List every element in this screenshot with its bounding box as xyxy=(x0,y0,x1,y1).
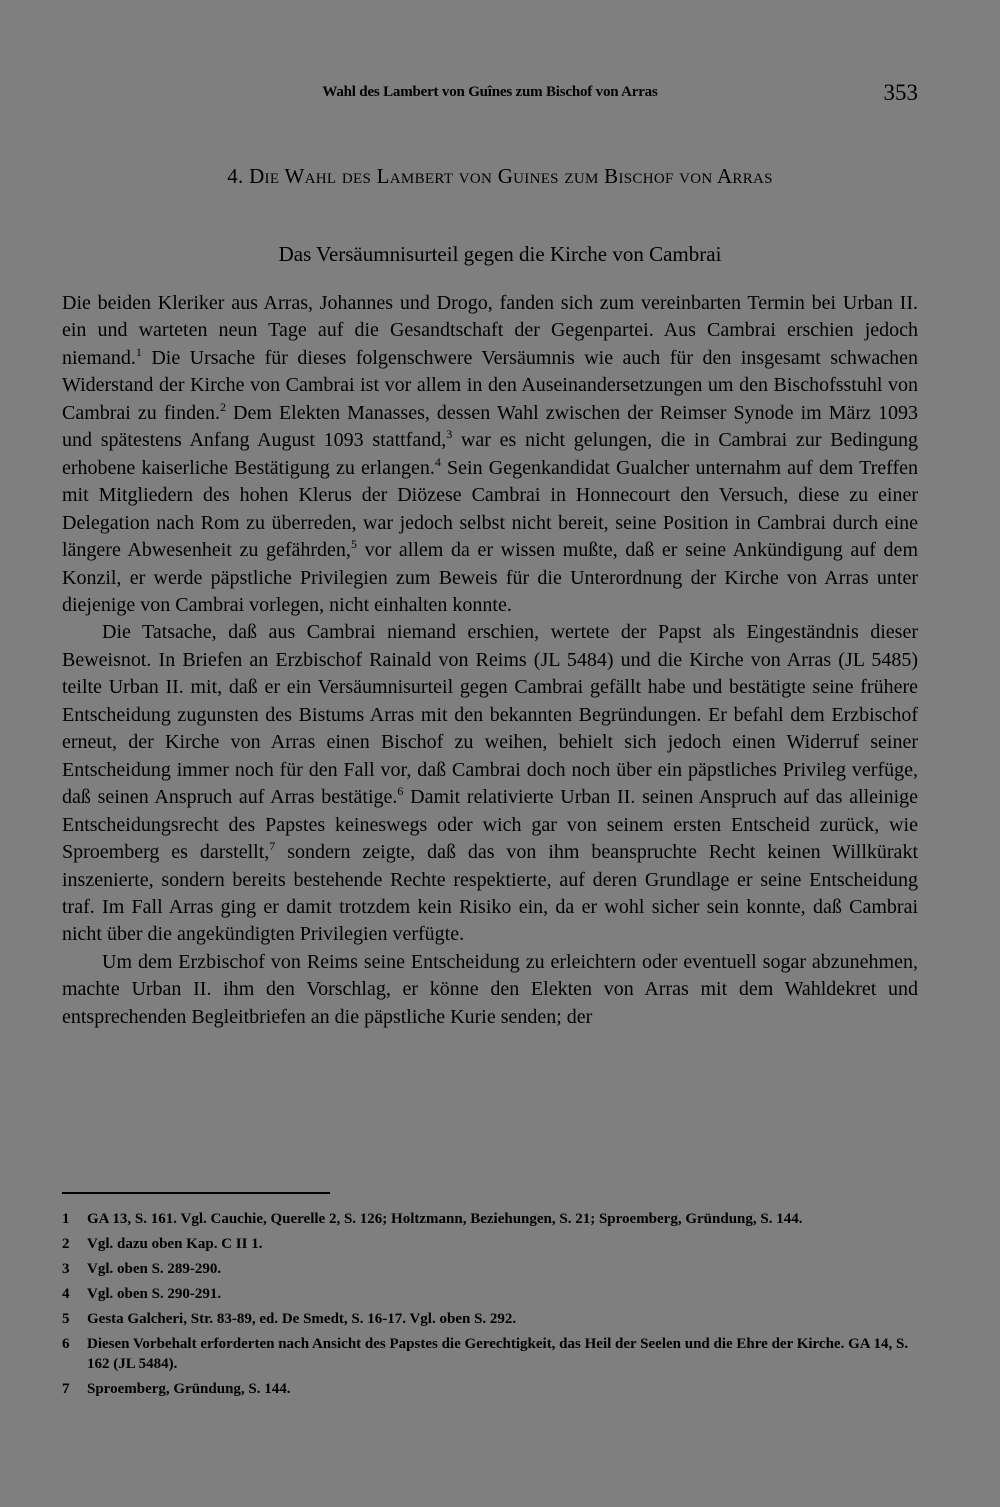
footnote-reference: 4 xyxy=(434,454,441,469)
footnote-separator xyxy=(62,1192,330,1194)
text-segment: Damit relativierte Urban II. seinen Anspruch auf das alleinige Entscheidungsrecht des Papstes keineswegs oder wich gar von seinem ersten Entscheid zurück, wie Sproemberg es darstellt, xyxy=(62,786,918,864)
footnote-text: Sproemberg, Gründung, S. 144. xyxy=(87,1381,291,1397)
footnote-number: 1 xyxy=(62,1211,70,1227)
text-segment: Die beiden Kleriker aus Arras, Johannes und Drogo, fanden sich zum vereinbarten Termin bei Urban II. ein und warteten neun Tage auf die Gesandtschaft der Gegenpartei. Aus Cambrai erschien jedoch niemand. xyxy=(62,292,918,369)
footnote xyxy=(62,1309,918,1329)
running-head-title: Wahl des Lambert von Guînes zum Bischof von Arras xyxy=(322,84,658,100)
text-segment: Sein Gegenkandidat Gualcher unternahm auf dem Treffen mit Mitgliedern des hohen Klerus der Diözese Cambrai in Honnecourt den Versuch, diese zu einer Delegation nach Rom zu überreden, war jedoch selbst nicht bereit, seine Position in Cambrai durch eine längere Abwesenheit zu gefährden, xyxy=(62,456,919,562)
text-segment: war es nicht gelungen, die in Cambrai zur Bedingung erhobene kaiserliche Bestätigung zu erlangen. xyxy=(62,429,918,479)
text-segment: Die Ursache für dieses folgenschwere Versäumnis wie auch für den insgesamt schwachen Widerstand der Kirche von Cambrai ist vor allem in den Auseinandersetzungen um den Bischofsstuhl von Cambrai zu finden. xyxy=(62,346,918,424)
footnote-text: GA 13, S. 161. Vgl. Cauchie, Querelle 2, S. 126; Holtzmann, Beziehungen, S. 21; Sproemberg, Gründung, S. 144. xyxy=(87,1211,803,1227)
footnote-text: Vgl. dazu oben Kap. C II 1. xyxy=(87,1236,263,1252)
footnote-reference: 2 xyxy=(219,399,226,414)
footnote-number: 3 xyxy=(62,1261,70,1277)
footnote-text: Diesen Vorbehalt erforderten nach Ansicht des Papstes die Gerechtigkeit, das Heil der Seelen und die Ehre der Kirche. GA 14, S. 162 (JL 5484). xyxy=(87,1336,909,1372)
footnote-reference: 7 xyxy=(269,839,276,854)
running-head xyxy=(62,80,918,110)
footnote-reference: 1 xyxy=(135,344,142,359)
footnote-number: 6 xyxy=(62,1336,70,1352)
footnote-number: 4 xyxy=(62,1286,70,1302)
footnotes xyxy=(62,1209,918,1404)
footnote xyxy=(62,1284,918,1304)
footnote-reference: 6 xyxy=(397,784,404,799)
text-segment: Um dem Erzbischof von Reims seine Entscheidung zu erleichtern oder eventuell sogar abzunehmen, machte Urban II. ihm den Vorschlag, er könne den Elekten von Arras mit dem Wahldekret und entsprechenden Begleitbriefen an die päpstliche Kurie senden; der xyxy=(62,950,918,1028)
text-segment: sondern zeigte, daß das von ihm beanspruchte Recht keinen Willkürakt inszenierte, sondern bereits bestehende Rechte respektierte, auf deren Grundlage er seine Entscheidung traf. Im Fall Arras ging er damit trotzdem kein Risiko ein, da er wohl sicher sein konnte, daß Cambrai nicht über die angekündigten Privilegien verfügte. xyxy=(62,841,918,946)
footnote-number: 2 xyxy=(62,1236,70,1252)
footnote xyxy=(62,1234,918,1254)
paragraph xyxy=(62,949,918,1031)
footnote xyxy=(62,1334,918,1374)
footnote-text: Vgl. oben S. 289-290. xyxy=(87,1261,222,1277)
footnote-text: Gesta Galcheri, Str. 83-89, ed. De Smedt, S. 16-17. Vgl. oben S. 292. xyxy=(87,1311,517,1327)
chapter-heading: 4. Die Wahl des Lambert von Guines zum Bischof von Arras xyxy=(227,164,773,188)
footnote xyxy=(62,1379,918,1399)
text-segment: Die Tatsache, daß aus Cambrai niemand erschien, wertete der Papst als Eingeständnis dieser Beweisnot. In Briefen an Erzbischof Rainald von Reims (JL 5484) und die Kirche von Arras (JL 5485) teilte Urban II. mit, daß er ein Versäumnisurteil gegen Cambrai gefällt habe und bestätigte seine frühere Entscheidung zugunsten des Bistums Arras mit den bekannten Begründungen. Er befahl dem Erzbischof erneut, der Kirche von Arras einen Bischof zu weihen, behielt sich jedoch einen Widerruf seiner Entscheidung immer noch für den Fall vor, daß Cambrai doch noch über ein päpstliches Privileg verfüge, daß seinen Anspruch auf Arras bestätige. xyxy=(62,621,918,809)
paragraph xyxy=(62,619,918,948)
section-heading: Das Versäumnisurteil gegen die Kirche von Cambrai xyxy=(278,242,722,266)
text-segment: vor allem da er wissen mußte, daß er seine Ankündigung auf dem Konzil, er werde päpstliche Privilegien zum Beweis für die Unterordnung der Kirche von Arras unter diejenige von Cambrai vorlegen, nicht einhalten konnte. xyxy=(62,539,918,616)
footnote-number: 7 xyxy=(62,1381,70,1397)
footnote xyxy=(62,1209,918,1229)
footnote-number: 5 xyxy=(62,1311,70,1327)
paragraph xyxy=(62,290,918,619)
footnote-reference: 5 xyxy=(350,537,357,552)
text-segment: Dem Elekten Manasses, dessen Wahl zwischen der Reimser Synode im März 1093 und spätestens Anfang August 1093 stattfand, xyxy=(62,401,918,452)
footnote-reference: 3 xyxy=(446,427,453,442)
page-number: 353 xyxy=(883,80,918,105)
footnote-text: Vgl. oben S. 290-291. xyxy=(87,1286,222,1302)
body-text xyxy=(62,290,918,1031)
footnote xyxy=(62,1259,918,1279)
